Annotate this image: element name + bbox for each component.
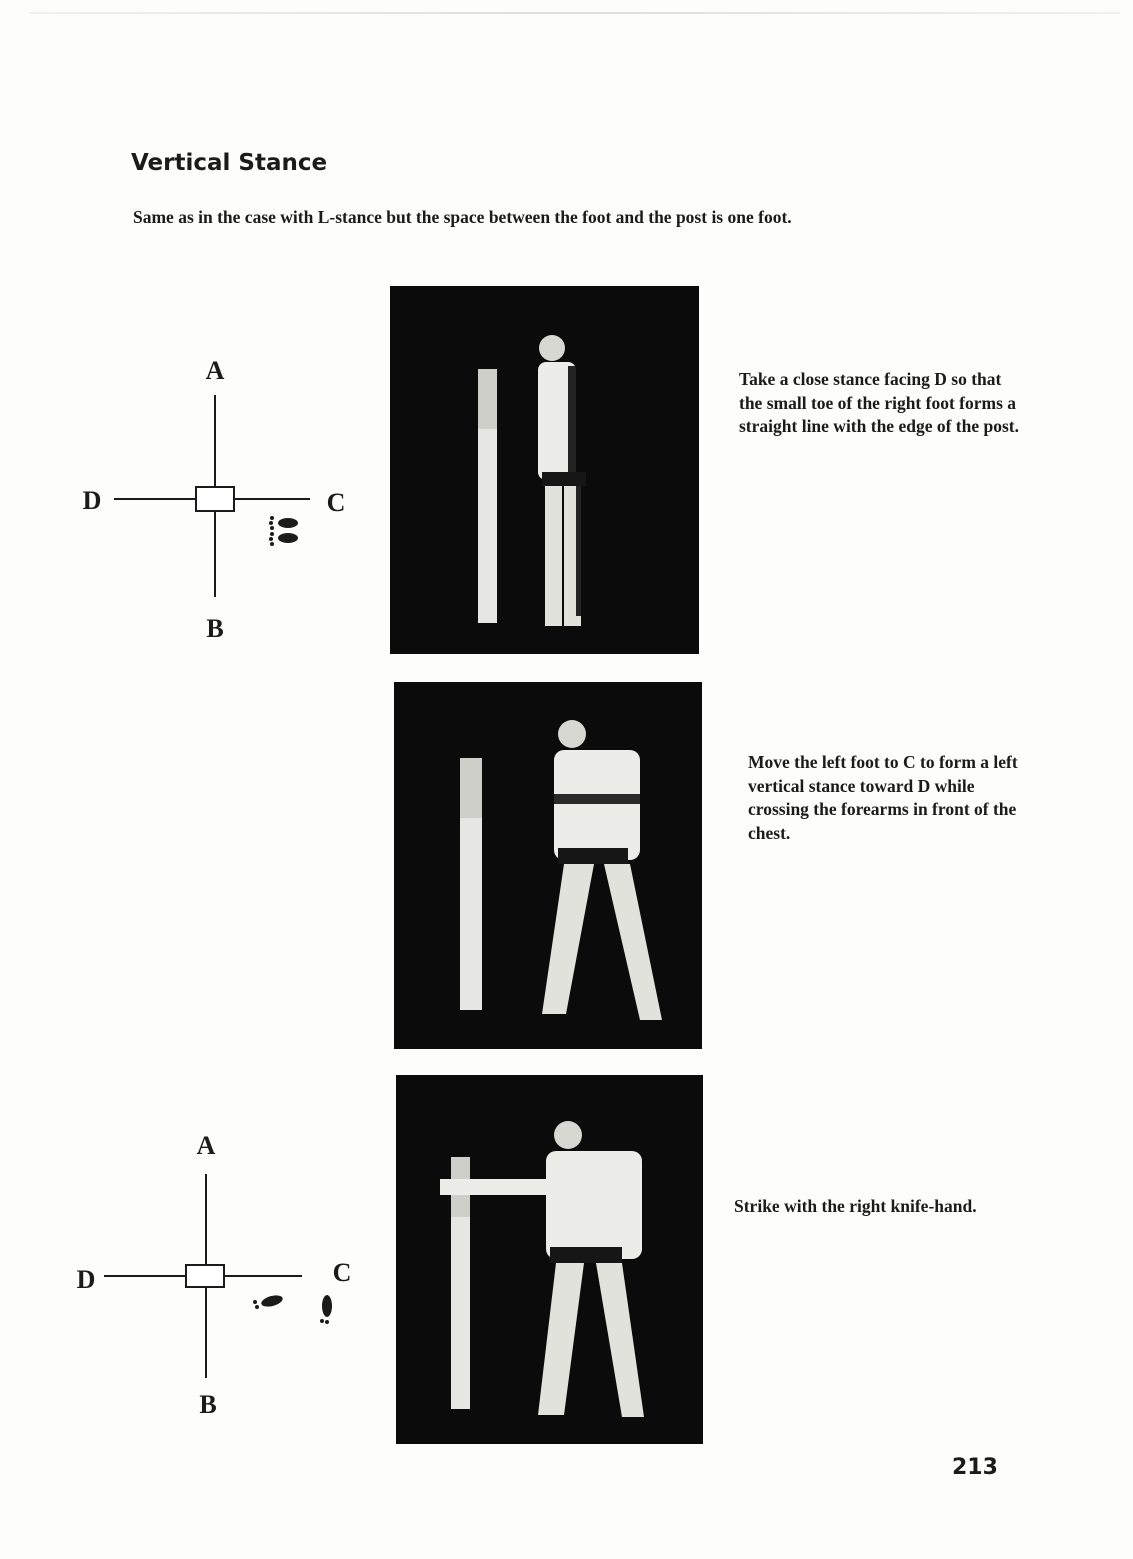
step-3-caption: Strike with the right knife-hand. xyxy=(734,1196,977,1216)
diagram-label-d: D xyxy=(82,486,102,515)
photo-knife-hand-strike xyxy=(396,1075,703,1444)
step-1-caption: Take a close stance facing D so that the small toe of the right foot forms a straight line with the edge of the post. xyxy=(739,369,1019,436)
top-rule xyxy=(30,12,1120,14)
diagram-label-c: C xyxy=(326,488,346,517)
section-title: Vertical Stance xyxy=(131,150,328,176)
photo-vertical-stance xyxy=(394,682,702,1049)
diagram-label-c: C xyxy=(332,1258,352,1287)
stance-diagram-1 xyxy=(70,355,360,645)
diagram-label-d: D xyxy=(76,1265,96,1294)
diagram-label-b: B xyxy=(199,1390,217,1419)
footprints-icon xyxy=(269,516,298,546)
photo-close-stance xyxy=(390,286,699,654)
intro-text: Same as in the case with L-stance but the space between the foot and the post is one foot. xyxy=(133,207,792,227)
person-figure xyxy=(440,1121,644,1417)
stance-diagram-2 xyxy=(62,1130,362,1425)
person-figure xyxy=(542,720,662,1020)
post-marker xyxy=(196,487,234,511)
diagram-label-a: A xyxy=(205,356,225,385)
diagram-label-a: A xyxy=(196,1131,216,1160)
person-figure xyxy=(538,335,586,626)
diagram-label-b: B xyxy=(206,614,224,643)
footprints-icon xyxy=(253,1293,332,1324)
step-2-caption: Move the left foot to C to form a left vertical stance toward D while crossing the forearms in front of the chest. xyxy=(748,752,1018,843)
post-marker xyxy=(186,1265,224,1287)
page-number: 213 xyxy=(952,1455,998,1480)
